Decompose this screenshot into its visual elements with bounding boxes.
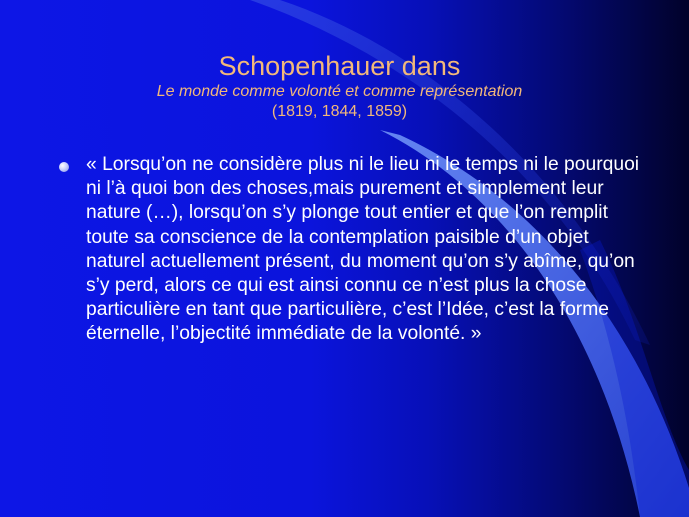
title-block [0, 50, 689, 122]
slide-subtitle: Le monde comme volonté et comme représentation [156, 83, 523, 100]
quote-text: « Lorsqu’on ne considère plus ni le lieu ni le temps ni le pourquoi ni l’à quoi bon des choses,mais purement et simplement leur nature (…), lorsqu’on s’y plonge tout entier et que l’on remplit toute sa conscience de la contemplation paisible d’un objet naturel actuellement présent, du moment qu’on s’y abîme, qu’on s’y perd, alors ce qui est ainsi connu ce n’est plus la chose particulière en tant que particulière, c’est l’Idée, c’est la forme éternelle, l’objectité immédiate de la volonté. » [86, 154, 640, 345]
slide-title: Schopenhauer dans [218, 51, 461, 81]
bullet-icon [59, 162, 69, 172]
slide-dates: (1819, 1844, 1859) [271, 103, 408, 120]
